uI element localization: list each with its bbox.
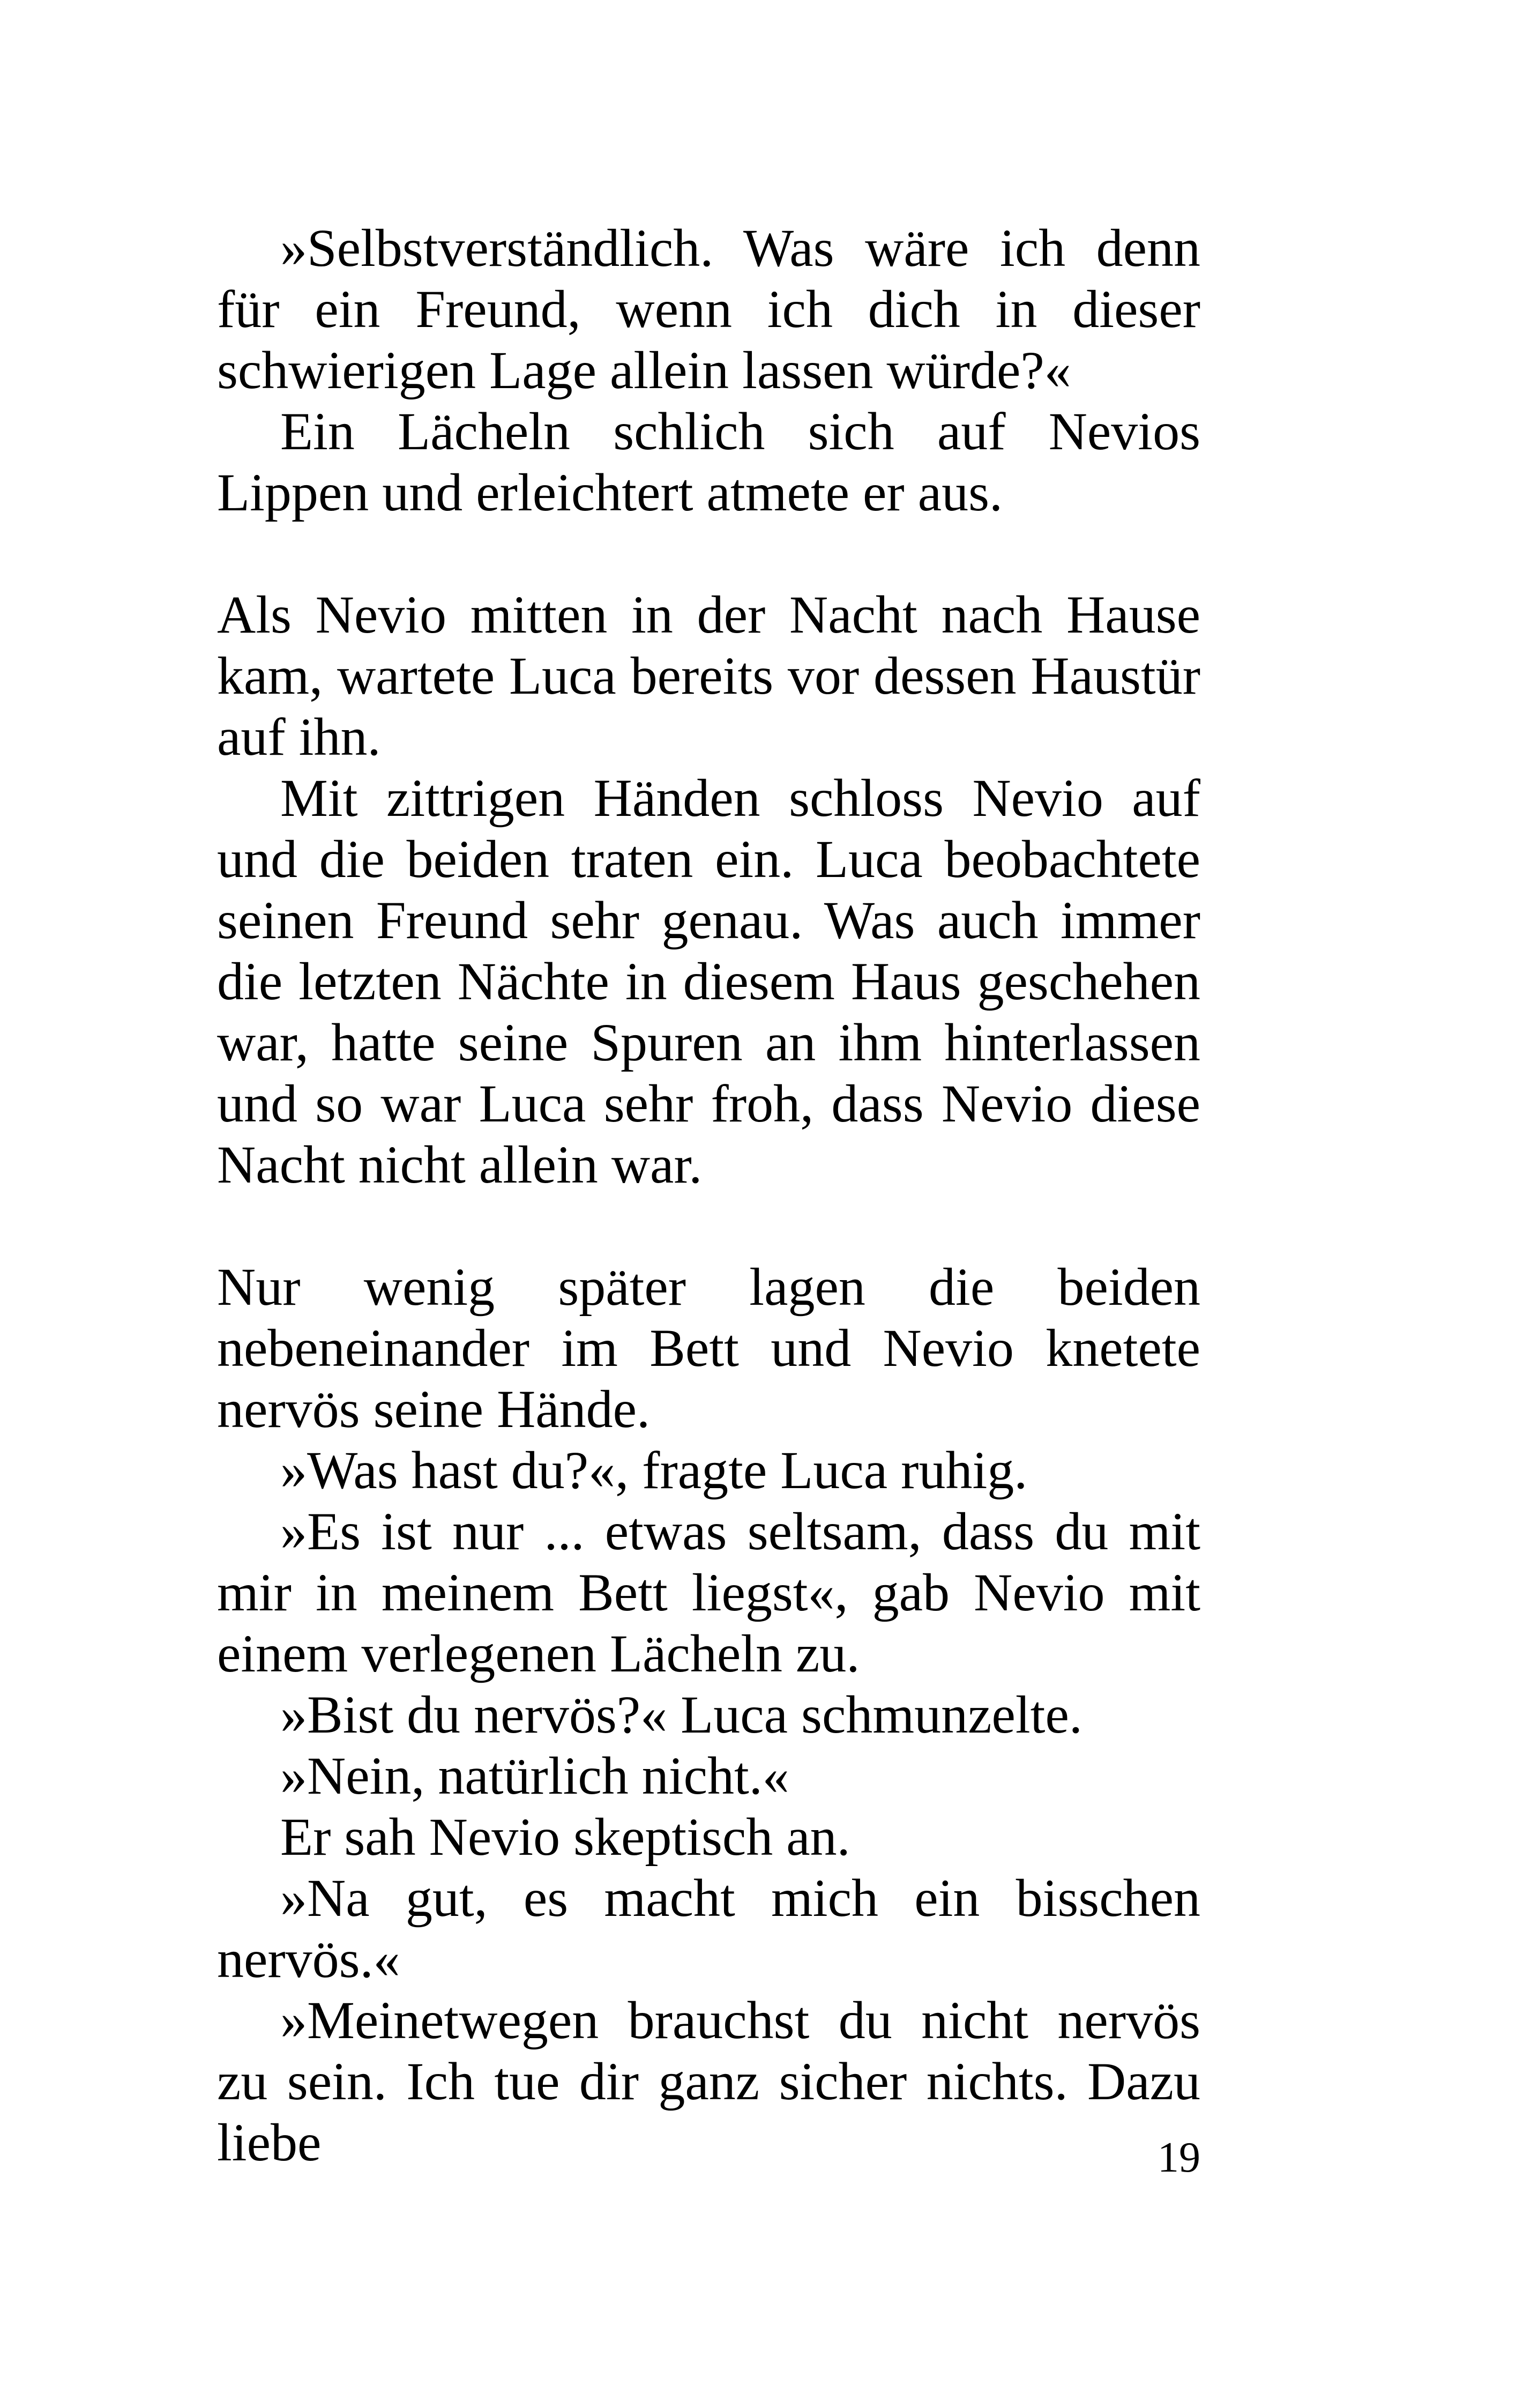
paragraph: »Selbstverständlich. Was wäre ich denn für ein Freund, wenn ich dich in dieser schwierigen Lage allein lassen würde?«	[217, 218, 1200, 400]
paragraph: Nur wenig später lagen die beiden nebeneinander im Bett und Nevio knetete nervös seine Hände.	[217, 1257, 1200, 1439]
paragraph: »Meinetwegen brauchst du nicht nervös zu sein. Ich tue dir ganz sicher nichts. Dazu liebe	[217, 1990, 1200, 2172]
paragraph: »Nein, natürlich nicht.«	[280, 1746, 789, 1805]
page-number: 19	[1158, 2134, 1200, 2181]
paragraph: »Was hast du?«, fragte Luca ruhig.	[280, 1440, 1028, 1500]
paragraph: Ein Lächeln schlich sich auf Nevios Lippen und erleichtert atmete er aus.	[217, 402, 1200, 522]
paragraph: Mit zittrigen Händen schloss Nevio auf und die beiden traten ein. Luca beobachtete seinen Freund sehr genau. Was auch immer die letzten Nächte in diesem Haus geschehen war, hatte seine Spuren an ihm hinterlassen und so war Luca sehr froh, dass Nevio diese Nacht nicht allein war.	[217, 768, 1200, 1194]
scene-break	[217, 1195, 1200, 1257]
paragraph: »Na gut, es macht mich ein bisschen nervös.«	[217, 1868, 1200, 1989]
paragraph: Als Nevio mitten in der Nacht nach Hause kam, wartete Luca bereits vor dessen Haustür auf ihn.	[217, 585, 1200, 767]
paragraph: Er sah Nevio skeptisch an.	[280, 1807, 850, 1867]
page-text	[217, 218, 1200, 2173]
scene-break	[217, 523, 1200, 584]
paragraph: »Bist du nervös?« Luca schmunzelte.	[280, 1685, 1082, 1744]
paragraph: »Es ist nur ... etwas seltsam, dass du mit mir in meinem Bett liegst«, gab Nevio mit einem verlegenen Lächeln zu.	[217, 1502, 1200, 1683]
